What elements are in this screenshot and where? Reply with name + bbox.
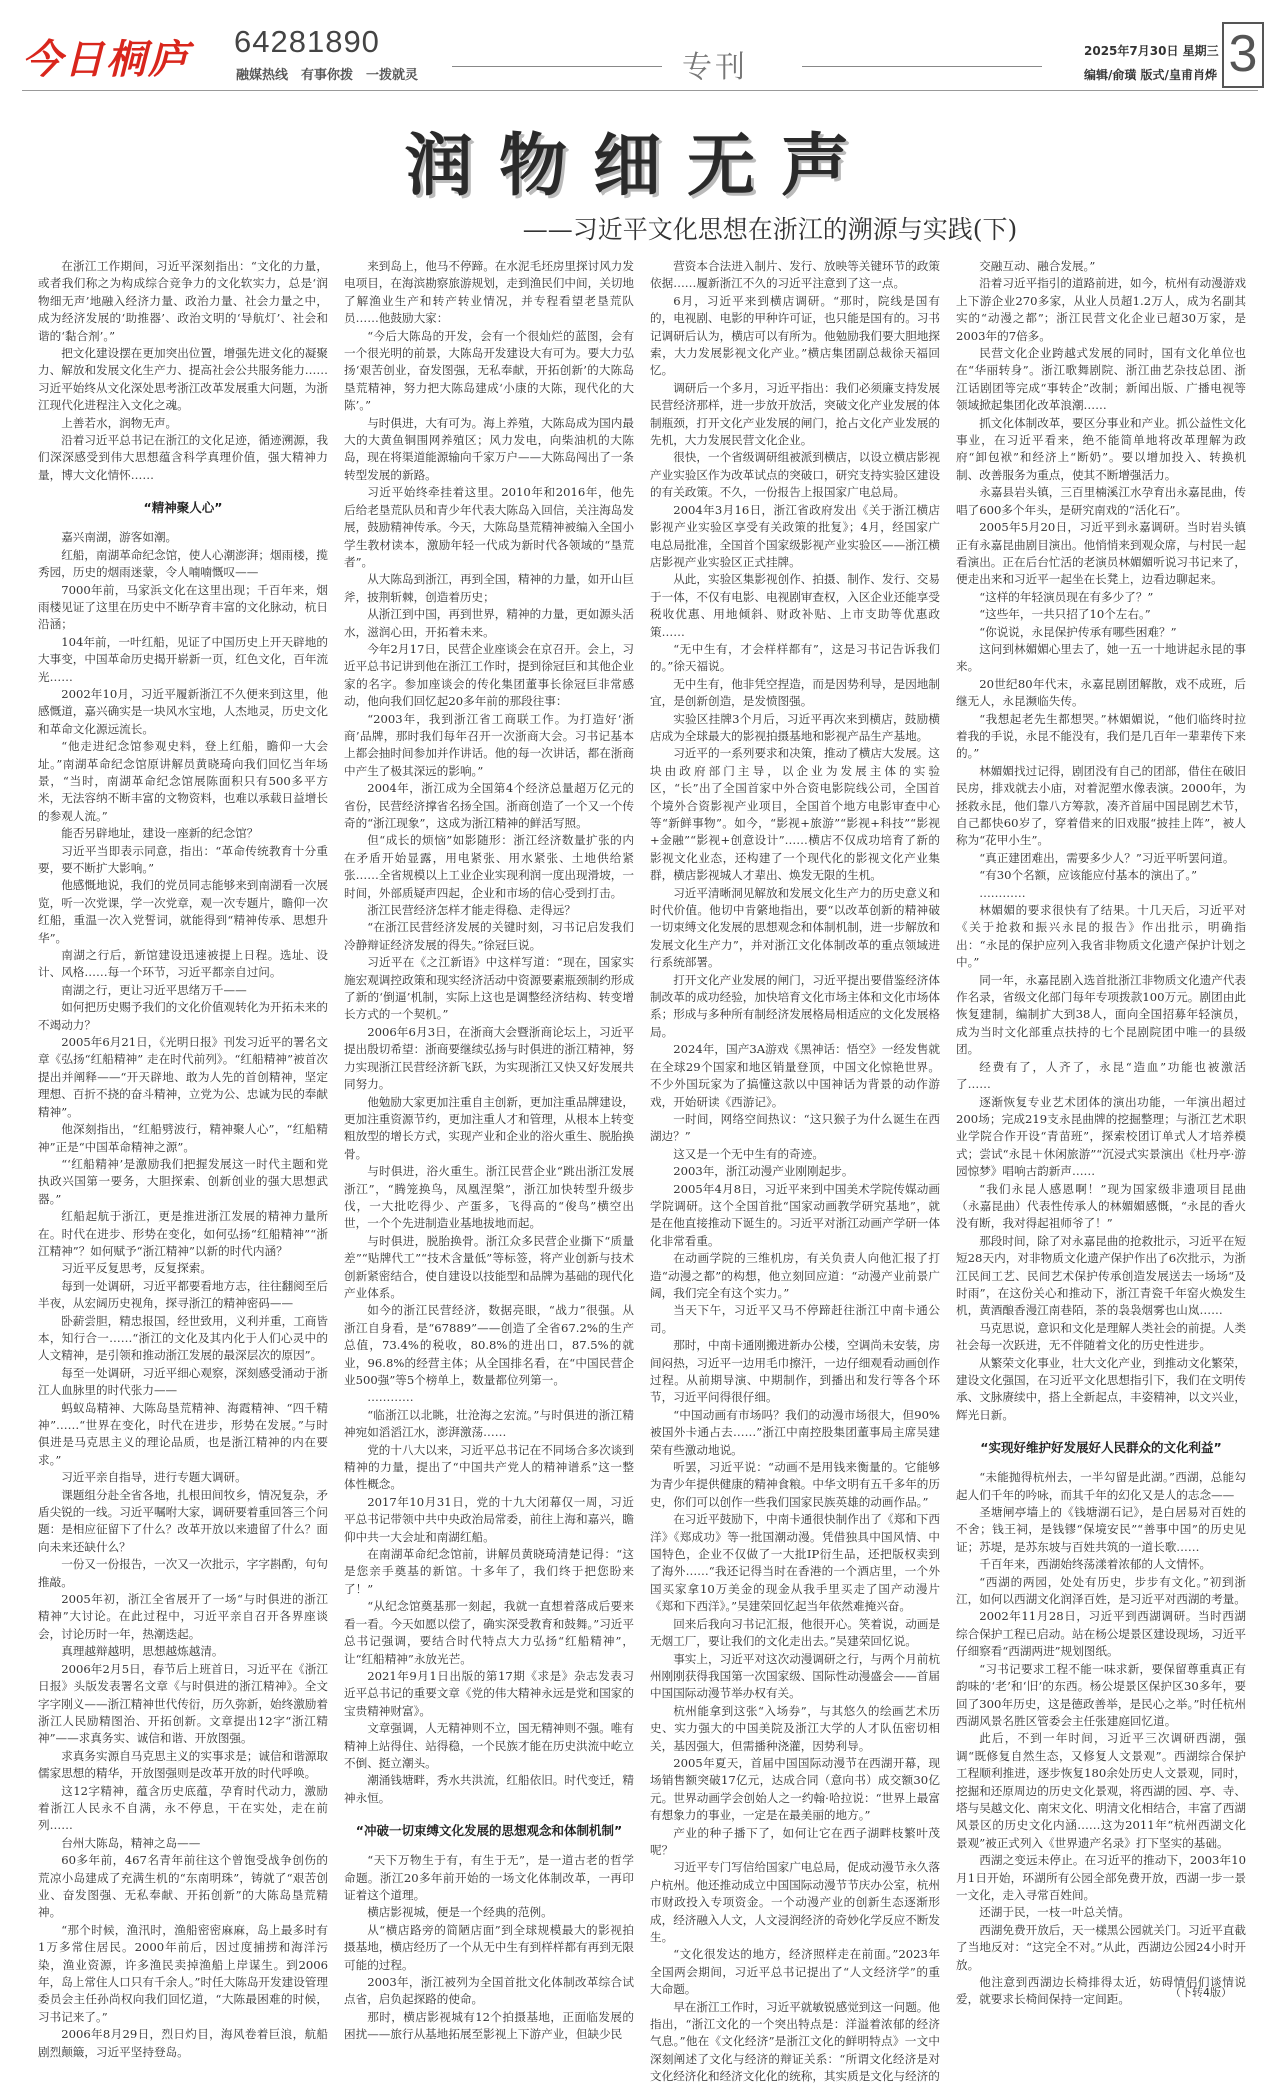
paragraph: 2006年6月3日，在浙商大会暨浙商论坛上，习近平提出殷切希望：浙商要继续弘扬与时俱进的浙江精神，努力实现浙江民营经济新飞跃，为实现浙江又快又好发展共同努力。 [344, 1024, 634, 1092]
paragraph: 千百年来，西湖始终荡漾着浓郁的人文情怀。 [979, 1557, 1212, 1572]
paragraph: 听罢，习近平说：“动画不是用钱来衡量的。它能够为青少年提供健康的精神食粮。中华文明有五千多年的历史，你们可以创作一些我们国家民族英雄的动画作品。” [650, 1460, 940, 1509]
paragraph: 沿着习近平总书记在浙江的文化足迹，循迹溯源，我们深深感受到伟大思想蕴含科学真理价值，强大精神力量，博大文化情怀…… [38, 433, 328, 482]
paragraph: 习近平反复思考，反复探索。 [61, 1261, 212, 1276]
paragraph: 南湖之行，更让习近平思绪万千—— [61, 982, 247, 997]
paragraph: 2005年4月8日，习近平来到中国美术学院传媒动画学院调研。这个全国首批“国家动画教学研究基地”，就是在他直接推动下诞生的。习近平对浙江动画产学研一体化非常看重。 [650, 1181, 940, 1248]
hotline-number: 64281890 [234, 24, 380, 59]
paragraph: 习近平在《之江新语》中这样写道：“现在，国家实施宏观调控政策和现实经济活动中资源要素瓶颈制约形成了新的‘倒逼’机制，实际上这也是调整经济结构、转变增长方式的一个契机。” [344, 955, 634, 1022]
paragraph: 那时，横店影视城有12个拍摄基地，正面临发展的困扰——旅行从基地拓展至影视上下游产业，但缺少民 [344, 2009, 634, 2042]
paragraph: 求真务实源自马克思主义的实事求是；诚信和谐源取儒家思想的精华，开放图强则是改革开放的时代呼唤。 [38, 1748, 328, 1781]
paragraph: “未能抛得杭州去，一半勾留是此湖。”西湖，总能勾起人们千年的吟咏，而其千年的幻化又是人的志念—— [956, 1470, 1246, 1502]
paragraph: 2021年9月1日出版的第17期《求是》杂志发表习近平总书记的重要文章《党的伟大精神永远是党和国家的宝贵精神财富》。 [344, 1668, 634, 1718]
paragraph: “这些年，一共只招了10个左右。” [979, 607, 1151, 622]
paragraph: 他感慨地说，我们的党员同志能够来到南湖看一次展览，听一次党课，学一次党章，观一次专题片，瞻仰一次红船，重温一次入党誓词，就能得到“精神传承、思想升华”。 [38, 878, 328, 945]
paragraph: 一份又一份报告，一次又一次批示，字字斟酌，句句推敲。 [38, 1557, 328, 1589]
article-column [650, 258, 940, 2084]
paragraph: 红船起航于浙江，更是推进浙江发展的精神力量所在。时代在进步、形势在变化，如何弘扬“红船精神”“浙江精神”？如何赋予“浙江精神”以新的时代内涵？ [38, 1209, 328, 1258]
paragraph: “临浙江以北眺，壮沧海之宏流。”与时俱进的浙江精神宛如滔滔江水，澎湃激荡…… [344, 1407, 634, 1440]
paragraph: 2003年，浙江动漫产业刚刚起步。 [673, 1164, 854, 1179]
paragraph: 6月，习近平来到横店调研。“那时，院线是国有的，电视剧、电影的甲种许可证，也只能是国有的。习书记调研后认为，横店可以有所为。他勉励我们要大胆地探索，大力发展影视文化产业。”横店集团副总裁徐天福回忆。 [650, 293, 940, 378]
paragraph: 习近平清晰洞见解放和发展文化生产力的历史意义和时代价值。他切中肯綮地指出，要“以改革创新的精神破一切束缚文化发展的思想观念和体制机制，进一步解放和发展文化生产力”，并对浙江文化体制改革的重点领域进行系统部署。 [650, 885, 940, 970]
paragraph: 圣塘闸亭墙上的《钱塘湖石记》，是白居易对百姓的不舍；钱王祠，是钱镠“保境安民”“善事中国”的历史见证；苏堤，是苏东坡与百姓共筑的一道长歌…… [956, 1505, 1246, 1554]
paragraph: 2002年10月，习近平履新浙江不久便来到这里，他感慨道，嘉兴确实是一块风水宝地，人杰地灵，历史文化和革命文化源远流长。 [38, 686, 328, 736]
paragraph: 2005年夏天，首届中国国际动漫节在西湖开幕，现场销售额突破17亿元，达成合同（意向书）成交额30亿元。世界动画学会创始人之一约翰·哈拉说：“世界上最富有想象力的事业，一定是在最美丽的地方。” [650, 1755, 940, 1823]
paragraph: 西湖免费开放后，天一樣黑公园就关门。习近平直截了当地反对：“这完全不对。”从此，西湖边公园24小时开放。 [956, 1922, 1246, 1972]
paragraph: 交融互动、融合发展。” [979, 259, 1096, 273]
page-number: 3 [1222, 22, 1264, 88]
paragraph: 浙江民营经济怎样才能走得稳、走得远？ [367, 903, 576, 918]
paragraph: 真理越辩越明，思想越炼越清。 [61, 1644, 224, 1659]
paragraph: 打开文化产业发展的闸门，习近平提出要借鉴经济体制改革的成功经验，加快培育文化市场主体和文化市场体系；形成与多种所有制经济发展格局相适应的文化发展格局。 [650, 972, 940, 1039]
top-divider [22, 90, 1258, 91]
paragraph: 蚂蚁岛精神、大陈岛垦荒精神、海霞精神、“四千精神”……“世界在变化，时代在进步，形势在发展。”与时俱进是马克思主义的理论品质，也是浙江精神的内在要求。” [38, 1400, 328, 1467]
paragraph: “2003年，我到浙江省工商联工作。为打造好‘浙商’品牌，那时我们每年召开一次浙商大会。习书记基本上都会抽时间参加并作讲话。他的每一次讲话，都在浙商中产生了极其深远的影响。” [344, 711, 634, 778]
paragraph: 文章强调，人无精神则不立，国无精神则不强。唯有精神上站得住、站得稳，一个民族才能在历史洪流中屹立不倒、挺立潮头。 [344, 1721, 634, 1770]
paragraph: 永嘉县岩头镇，三百里楠溪江水孕育出永嘉昆曲，传唱了600多个年头，是研究南戏的“活化石”。 [956, 485, 1246, 517]
paragraph: 从浙江到中国，再到世界，精神的力量，更如源头活水，滋润心田，开拓着未来。 [344, 607, 634, 639]
paragraph: 104年前，一叶红船，见证了中国历史上开天辟地的大事变，中国革命历史揭开崭新一页，红色文化，百年流光…… [38, 634, 328, 684]
paragraph: 从繁荣文化事业，壮大文化产业，到推动文化繁荣，建设文化强国，在习近平文化思想指引下，我们在文明传承、文脉赓续中，搭上全新起点，丰姿精神，以文兴业，辉光日新。 [956, 1355, 1246, 1422]
paragraph: “有30个名额，应该能应付基本的演出了。” [979, 868, 1198, 883]
paragraph: 营资本合法进入制片、发行、放映等关键环节的政策依据……履新浙江不久的习近平注意到了这一点。 [650, 259, 940, 291]
paragraph: 逐渐恢复专业艺术团体的演出功能，一年演出超过200场；完成219支永昆曲牌的挖掘整理；与浙江艺术职业学院合作开设“青苗班”，探索校团订单式人才培养模式；尝试“永昆＋休闲旅游”“沉浸式实景演出《杜丹亭·游园惊梦》唱响古韵新声…… [956, 1094, 1246, 1179]
paragraph: 在南湖革命纪念馆前，讲解员黄晓琦清楚记得：“这是您亲手奠基的新馆。十多年了，我们终于把您盼来了！” [344, 1547, 634, 1596]
paragraph: 在习近平鼓励下，中南卡通很快制作出了《郑和下西洋》《郑成功》等一批国潮动漫。凭借独具中国风情、中国特色，企业不仅做了一大批IP衍生品，还把版权卖到了海外……“我还记得当时在香港的一个酒店里，一个外国买家拿10万美金的现金从我手里买走了国产动漫片《郑和下西洋》。”吴建荣回忆起当年依然难掩兴奋。 [650, 1512, 940, 1614]
section-heading: “实现好维护好发展好人民群众的文化利益” [980, 1440, 1222, 1456]
paragraph: 南湖之行后，新馆建设迅速被提上日程。选址、设计、风格……每一个环节，习近平都亲自过问。 [38, 948, 328, 980]
paragraph: “真正建团难出，需要多少人？”习近平听罢问道。 [979, 850, 1235, 865]
paragraph: 一时间，网络空间热议：“这只猴子为什么诞生在西湖边？” [650, 1111, 940, 1144]
paragraph: 2002年11月28日，习近平到西湖调研。当时西湖综合保护工程已启动。站在杨公堤景区建设现场，习近平仔细察看“西湖两进”规划图纸。 [956, 1609, 1246, 1659]
paragraph: 还湖于民，一枝一叶总关情。 [979, 1905, 1130, 1920]
paragraph: 他勉励大家更加注重自主创新，更加注重品牌建设，更加注重资源节约，更加注重人才和管理，从根本上转变粗放型的增长方式，实现产业和企业的浴火重生、脱胎换骨。 [344, 1094, 634, 1161]
paragraph: 2005年初，浙江全省展开了一场“与时俱进的浙江精神”大讨论。在此过程中，习近平亲自召开各界座谈会，讨论历时一年，热潮迭起。 [38, 1592, 328, 1641]
paragraph: 沿着习近平指引的道路前进，如今，杭州有动漫游戏上下游企业270多家，从业人员超1.2万人，成为名副其实的“动漫之都”；浙江民营文化企业已超30万家，是2003年的7倍多。 [956, 276, 1246, 343]
section-name: 专刊 [682, 50, 748, 85]
paragraph: 当天下午，习近平又马不停蹄赶往浙江中南卡通公司。 [650, 1303, 940, 1335]
paragraph: 这问到林媚媚心里去了，她一五一十地讲起永昆的事来。 [956, 641, 1246, 674]
paragraph: 如何把历史赐予我们的文化价值观转化为开拓未来的不竭动力？ [38, 1000, 328, 1032]
paragraph: “他走进纪念馆参观史料，登上红船，瞻仰一大会址。”南湖革命纪念馆原讲解员黄晓琦向我们回忆当年场景，“当时，南湖革命纪念馆展陈面积只有500多平方米，无法容纳不断丰富的文物资料，也难以承载日益增长的参观人流。” [38, 739, 328, 823]
paragraph: 同一年，永嘉昆剧入选首批浙江非物质文化遗产代表作名录，省级文化部门每年专项拨款100万元。剧团由此恢复建制，编制扩大到38人，面向全国招募年轻演员，成为当时文化部重点扶持的七个昆剧院团中唯一的县级团。 [956, 972, 1246, 1057]
paragraph: 习近平始终牵挂着这里。2010年和2016年，他先后给老垦荒队员和青少年代表大陈岛入回信，关注海岛发展，鼓励精神传承。今天，大陈岛垦荒精神被编入全国小学生教材读本，激励年轻一代成为新时代各领域的“垦荒者”。 [344, 485, 634, 569]
paragraph: 在浙江工作期间，习近平深刻指出：“文化的力量，或者我们称之为构成综合竞争力的文化软实力，总是‘润物细无声’地融入经济力量、政治力量、社会力量之中，成为经济发展的‘助推器’、政治文明的‘导航灯’、社会和谐的‘黏合剂’。” [38, 259, 328, 343]
paragraph: 这12字精神，蕴含历史底蕴，孕育时代动力，激励着浙江人民永不自满，永不停息，干在实处，走在前列…… [38, 1783, 328, 1833]
paragraph: 2004年3月16日，浙江省政府发出《关于浙江横店影视产业实验区享受有关政策的批复》；4月，经国家广电总局批准，全国首个国家级影视产业实验区——浙江横店影视产业实验区正式挂牌。 [650, 502, 940, 569]
paragraph: “在浙江民营经济发展的关键时刻，习书记启发我们冷静辩证经济发展的得失。”徐冠巨说。 [344, 920, 634, 952]
paragraph: 林媚媚的要求很快有了结果。十几天后，习近平对《关于抢救和振兴永昆的报告》作出批示，明确指出：“永昆的保护应列入我省非物质文化遗产保护计划之中。” [956, 903, 1246, 970]
paragraph: 西湖之变远未停止。在习近平的推动下，2003年10月1日开始，环湖所有公园全部免费开放，西湖一步一景一文化，走入寻常百姓间。 [956, 1853, 1246, 1902]
paragraph: 上善若水，润物无声。 [61, 415, 178, 430]
paragraph: 如今的浙江民营经济，数据亮眼，“战力”很强。从浙江自身看，是“67889”——创造了全省67.2%的生产总值，73.4%的税收，80.8%的进出口，87.5%的就业，96.8%的经营主体；从全国排名看，在“中国民营企业500强”等5个榜单上，数量都位列第一。 [344, 1303, 634, 1387]
paragraph: “文化很发达的地方，经济照样走在前面。”2023年全国两会期间，习近平总书记提出了“人文经济学”的重大命题。 [650, 1947, 940, 1997]
paragraph: 2003年，浙江被列为全国首批文化体制改革综合试点省，启负起探路的使命。 [344, 1975, 634, 2007]
paragraph: “你说说，永昆保护传承有哪些困难？” [979, 624, 1177, 639]
article-subtitle: ——习近平文化思想在浙江的溯源与实践(下) [522, 215, 1018, 244]
paragraph: 从此，实验区集影视创作、拍摄、制作、发行、交易于一体，不仅有电影、电视剧审查权，入区企业还能享受税收优惠、用地倾斜、财政补贴、上市支助等优惠政策…… [650, 572, 940, 639]
paragraph: 与时俱进，大有可为。海上养殖，大陈岛成为国内最大的大黄鱼铜围网养殖区；风力发电，向柴油机的大陈岛，现在将渠道能源输向千家万户——大陈岛闯出了一条转型发展的新路。 [344, 415, 634, 482]
paragraph: 潮涌钱塘畔，秀水共洪流，红船依旧。时代变迁，精神永恒。 [344, 1773, 634, 1805]
paragraph: “习书记要求工程不能一味求新，要保留尊重真正有韵味的‘老’和‘旧’的东西。杨公堤景区保护区30多年，要回了300年历史，这是德政善举，是民心之举。”时任杭州西湖风景名胜区管委会主任张建庭回忆道。 [956, 1661, 1246, 1728]
editor-credits: 编辑/俞璜 版式/皇甫肖烨 [1084, 68, 1217, 82]
paragraph: 调研后一个多月，习近平指出：我们必须廉支持发展民营经济那样，进一步放开放活，突破文化产业发展的体制瓶颈，打开文化产业发展的闸门，抢占文化产业发展的先机，大力发展民营文化企业。 [650, 380, 940, 448]
paragraph: 很快，一个省级调研组被派到横店，以设立横店影视产业实验区作为改革试点的突破口，研究支持实验区建设的有关政策。不久，一份报告上报国家广电总局。 [650, 450, 940, 500]
masthead [22, 22, 1258, 88]
paragraph: 来到岛上，他马不停蹄。在水泥毛坯房里探讨风力发电项目，在海滨勘察旅游规划，走到渔民们中间，关切地了解渔业生产和转产转业情况，并专程看望老垦荒队员……他鼓励大家： [344, 259, 634, 326]
paragraph: 他深刻指出，“红船劈波行，精神聚人心”，“红船精神”正是“中国革命精神之源”。 [38, 1122, 328, 1154]
paragraph: 抓文化体制改革，要区分事业和产业。抓公益性文化事业，在习近平看来，绝不能简单地将改革理解为政府“卸包袱”和经济上“断奶”。要以增加投入、转换机制、改善服务为重点，使其不断增强活力。 [956, 415, 1246, 482]
paragraph: 回来后我向习书记汇报，他很开心。笑着说，动画是无烟工厂，要让我们的文化走出去。”吴建荣回忆说。 [650, 1616, 940, 1649]
paragraph: 杭州能拿到这张“入场券”，与其悠久的绘画艺术历史、实力强大的中国美院及浙江大学的人才队伍密切相关，基因强大，但需播种浇灌，因势利导。 [650, 1703, 940, 1753]
paragraph: 与时俱进，脱胎换骨。浙江众多民营企业撕下“质量差”“贴牌代工”“技术含量低”等标签，将产业创新与技术创新紧密结合，使自建设以技能型和品牌为基础的现代化产业体系。 [344, 1233, 634, 1300]
paragraph: “我们永昆人感恩啊！”现为国家级非遗项目昆曲（永嘉昆曲）代表性传承人的林媚媚感慨，“永昆的香火没有断，我对得起祖师爷了！” [956, 1181, 1246, 1231]
paragraph: 2005年5月20日，习近平到永嘉调研。当时岩头镇正有永嘉昆曲剧目演出。他悄悄来到观众席，与村民一起看演出。正在后台忙活的老演员林媚媚听说习书记来了，便走出来和习近平一起坐在长凳上，边看边聊起来。 [956, 520, 1246, 587]
header-rule-left [452, 66, 662, 67]
paragraph: 2024年，国产3A游戏《黑神话：悟空》一经发售就在全球29个国家和地区销量登顶，中国文化惊艳世界。不少外国玩家为了搞懂这款以中国神话为背景的动作游戏，开始研读《西游记》。 [650, 1042, 940, 1109]
paragraph: 7000年前，马家浜文化在这里出现；千百年来，烟雨楼见证了这里在历史中不断孕育丰富的文化脉动，杭日沿涵； [38, 582, 328, 632]
paragraph: 习近平专门写信给国家广电总局，促成动漫节永久落户杭州。他还推动成立中国国际动漫节节庆办公室，杭州市财政投入专项资金。一个动漫产业的创新生态逐渐形成，经济融入人文，人文浸润经济的奇妙化学反应不断发生。 [650, 1860, 940, 1944]
paragraph: ………… [979, 885, 1026, 900]
paragraph: 林媚媚找过记得，剧团没有自己的团部，借住在破旧民房，排戏就去小庙，对着泥塑水像表演。2000年，为拯救永昆，他们靠八方筹款，凑齐首届中国昆剧艺术节，自己都快60岁了，穿着借来的旧戏服“披挂上阵”，被人称为“花甲小生”。 [956, 763, 1246, 848]
paragraph: “中国动画有市场吗？我们的动漫市场很大，但90%被国外卡通占去……”浙江中南控股集团董事局主席吴建荣有些激动地说。 [650, 1407, 940, 1457]
paragraph: 从“横店路旁的简陋店面”到全球规模最大的影视拍摄基地，横店经历了一个从无中生有到样样都有再到无限可能的过程。 [344, 1922, 634, 1972]
paragraph: “无中生有，才会样样都有”，这是习书记告诉我们的。”徐天福说。 [650, 641, 940, 674]
paragraph: 2006年2月5日，春节后上班首日，习近平在《浙江日报》头版发表署名文章《与时俱进的浙江精神》。全文字字刚义——浙江精神世代传衍，历久弥新，始终激励着浙江人民励精图治、开拓创新。文章提出12字“浙江精神”——求真务实、诚信和谐、开放图强。 [38, 1661, 328, 1746]
paragraph: 早在浙江工作时，习近平就敏锐感觉到这一问题。他指出，“浙江文化的一个突出特点是：洋溢着浓郁的经济气息。”他在《文化经济”是浙江文化的鲜明特点》一文中深刻阐述了文化与经济的辩证关系：“所谓文化经济是对文化经济化和经济文化化的统称，其实质是文化与经济的 [650, 1999, 940, 2084]
paragraph: 嘉兴南湖，游客如潮。 [61, 530, 178, 545]
paragraph: 在动画学院的三维机房，有关负责人向他汇报了打造“动漫之都”的构想，他立刻回应道：“动漫产业前景广阔，我们完全有这个实力。” [650, 1251, 940, 1300]
paragraph: “天下万物生于有，有生于无”，是一道古老的哲学命题。浙江20多年前开始的一场文化体制改革，一再印证着这个道理。 [344, 1853, 634, 1902]
paragraph: “从纪念馆奠基那一刻起，我就一直想着落成后要来看一看。今天如愿以偿了，确实深受教育和鼓舞。”习近平总书记强调，要结合时代特点大力弘扬“红船精神”，让“红船精神”永放光芒。 [344, 1599, 634, 1666]
paragraph: 这又是一个无中生有的奇迹。 [673, 1146, 824, 1161]
paragraph: “我想起老先生都想哭。”林媚媚说，“他们临终时拉着我的手说，永昆不能没有，我们是几百年一辈辈传下来的。” [956, 711, 1246, 761]
paragraph: 今年2月17日，民营企业座谈会在京召开。会上，习近平总书记讲到他在浙江工作时，提到徐冠巨和其他企业家的名字。参加座谈会的传化集团董事长徐冠巨非常感动，他向我们回忆起20多年前的那段往事： [344, 641, 634, 709]
paragraph: 60多年前，467名青年前往这个曾饱受战争创伤的荒凉小岛建成了充满生机的“东南明珠”，铸就了“艰苦创业、奋发图强、无私奉献、开拓创新”的大陈岛垦荒精神。 [38, 1853, 328, 1920]
paragraph: 2006年8月29日，烈日灼目，海风卷着巨浪，航船剧烈颠簸，习近平坚持登岛。 [38, 2027, 328, 2059]
paragraph: 经费有了，人齐了，永昆“造血”功能也被激活了…… [956, 1059, 1246, 1092]
paragraph: 横店影视城，便是一个经典的范例。 [367, 1905, 553, 1920]
paragraph: 那段时间，除了对永嘉昆曲的抢救批示，习近平在短短28天内，对非物质文化遗产保护作出了6次批示，为浙江民间工艺、民间艺术保护传承创造发展送去一场场“及时雨”，在这份关心和推动下，浙江青瓷千年窑火焕发生机，黄酒酿香漫江南巷陌，茶的袅袅烟雾也山岚…… [956, 1233, 1246, 1318]
paragraph: 此后，不到一年时间，习近平三次调研西湖，强调“既修复自然生态，又修复人文景观”。西湖综合保护工程顺利推进，逐步恢复180余处历史人文景观，同时，挖掘和还原周边的历史文化景观，将西湖的园、亭、寺、塔与吴越文化、南宋文化、明清文化相结合，丰富了西湖风景区的历史文化内涵……这为2011年“杭州西湖文化景观”被正式列入《世界遗产名录》打下坚实的基础。 [956, 1731, 1246, 1850]
paragraph: 那时，中南卡通刚搬进新办公楼，空调尚未安装，房间闷热，习近平一边用毛巾擦汗，一边仔细观看动画创作过程。从前期导演、中期制作，到播出和发行等各个环节，习近平问得很仔细。 [650, 1338, 940, 1405]
paragraph: 从大陈岛到浙江，再到全国，精神的力量，如开山巨斧，披荆斩棘，创造着历史； [344, 572, 634, 604]
paragraph: 民营文化企业跨越式发展的同时，国有文化单位也在“华丽转身”。浙江歌舞剧院、浙江曲艺杂技总团、浙江话剧团等完成“事转企”改制；新闻出版、广播电视等领域掀起集团化改革浪潮…… [956, 346, 1246, 413]
paragraph: 实验区挂牌3个月后，习近平再次来到横店，鼓励横店成为全球最大的影视拍摄基地和影视产品生产基地。 [650, 711, 940, 743]
paragraph: “今后大陈岛的开发，会有一个很灿烂的蓝图，会有一个很光明的前景，大陈岛开发建设大有可为。要大力弘扬‘艰苦创业，奋发图强，无私奉献，开拓创新’的大陈岛垦荒精神，努力把大陈岛建成‘小康的大陈，现代化的大陈’。” [344, 328, 634, 413]
paragraph: ………… [367, 1390, 414, 1405]
paragraph: 事实上，习近平对这次动漫调研之行，与两个月前杭州刚刚获得我国第一次国家级、国际性动漫盛会——首届中国国际动漫节举办权有关。 [650, 1651, 940, 1701]
paragraph: 卧薪尝胆，精忠报国，经世致用，义利并重，工商皆本，知行合一……“浙江的文化及其内化于人们心灵中的人文精神，是引领和推动浙江发展的最深层次的原因”。 [38, 1313, 328, 1363]
paragraph: 习近平亲自指导，进行专题大调研。 [61, 1470, 247, 1485]
paragraph: 台州大陈岛，精神之岛—— [61, 1835, 201, 1850]
paragraph: 习近平的一系列要求和决策，推动了横店大发展。这块由政府部门主导，以企业为发展主体的实验区，“长”出了全国首家中外合资电影院线公司，全国首个境外合资影视产业项目，全国首个地方电影审查中心等“新鲜事物”。如今，“影视+旅游”“影视+科技”“影视+金融”“影视+创意设计”……横店不仅成功培育了新的影视文化业态，还构建了一个现代化的影视文化产业集群，横店影视城人才辈出、焕发无限的生机。 [650, 746, 940, 883]
paragraph: 每至一处调研，习近平细心观察，深刻感受涌动于浙江人血脉里的时代张力—— [38, 1365, 328, 1398]
paragraph: “那个时候，渔汛时，渔船密密麻麻，岛上最多时有1万多常住居民。2000年前后，因过度捕捞和海洋污染，渔业资源，许多渔民卖掉渔船上岸谋生。到2006年，岛上常住人口只有千余人。”时任大陈岛开发建设管理委员会主任孙尚权向我们回忆道，“大陈最困难的时候，习书记来了。” [38, 1922, 328, 2024]
article-column [344, 258, 634, 2042]
paragraph: 2004年，浙江成为全国第4个经济总量超万亿元的省份，民营经济撑省名扬全国。浙商创造了一个又一个传奇的“浙江现象”，这成为浙江精神的鲜活写照。 [344, 781, 634, 830]
header-rule-right [802, 66, 1042, 67]
paragraph: 能否另辟地址，建设一座新的纪念馆？ [61, 826, 259, 841]
paragraph: 与时俱进，浴火重生。浙江民营企业“跳出浙江发展浙江”，“腾笼换鸟，凤凰涅槃”，浙江加快转型升级步伐，一大批吃得少、产蛋多，飞得高的“俊鸟”横空出世，一个个先进制造业基地拔地而起。 [344, 1164, 634, 1231]
paragraph: 马克思说，意识和文化是理解人类社会的前提。人类社会每一次跃进，无不伴随着文化的历史性进步。 [956, 1320, 1246, 1353]
paragraph: “西湖的两园，处处有历史，步步有文化。”初到浙江，如何以西湖文化润泽百姓，是习近平对西湖的考量。 [956, 1574, 1246, 1607]
section-heading: “冲破一切束缚文化发展的思想观念和体制机制” [355, 1823, 623, 1839]
paragraph: 产业的种子播下了，如何让它在西子湖畔枝繁叶茂呢？ [650, 1825, 940, 1857]
paragraph: “这样的年轻演员现在有多少了？” [979, 589, 1154, 604]
paragraph: 把文化建设摆在更加突出位置，增强先进文化的凝聚力、解放和发展文化生产力、提高社会公共服务能力……习近平始终从文化深处思考浙江改革发展重大问题，为浙江现代化进程注入文化之魂。 [38, 346, 328, 413]
paragraph: 他注意到西湖边长椅排得太近，妨碍情侣们谈情说爱，就要求长椅间保持一定间距。 [956, 1975, 1246, 2007]
continued-note: （下转4版） [1170, 1986, 1232, 1999]
paragraph: 红船，南湖革命纪念馆，使人心潮澎湃；烟雨楼，揽秀园，历史的烟雨迷蒙，令人喃喃慨叹—— [38, 547, 328, 580]
article-title: 润物细无声 [404, 127, 875, 206]
hotline-slogan: 融媒热线 有事你拨 一拨就灵 [236, 68, 419, 83]
paragraph: 党的十八大以来，习近平总书记在不同场合多次谈到精神的力量，提出了“中国共产党人的精神谱系”这一整体性概念。 [344, 1442, 634, 1492]
paragraph: 课题组分赴全省各地，扎根田间牧乡，情况复杂，矛盾尖锐的一线。习近平嘱咐大家，调研要着重回答三个问题：是相应征留下了什么？改革开放以来遗留了什么？面向未来还缺什么？ [38, 1487, 328, 1554]
paragraph: 每到一处调研，习近平都要看地方志，往往翻阅至后半夜，从宏阔历史视角，探寻浙江的精神密码—— [38, 1278, 328, 1311]
issue-date: 2025年7月30日 星期三 [1084, 44, 1219, 58]
paragraph: 20世纪80年代末，永嘉昆剧团解散，戏不成班，后继无人，永昆濒临失传。 [956, 676, 1246, 709]
paragraph: 2017年10月31日，党的十九大闭幕仅一周，习近平总书记带领中共中央政治局常委，前往上海和嘉兴，瞻仰中共一大会址和南湖红船。 [344, 1494, 634, 1544]
paragraph: 无中生有，他非凭空捏造，而是因势利导，是因地制宜，是创新创造，是发愤图强。 [650, 676, 940, 709]
paragraph: “‘红船精神’是激励我们把握发展这一时代主题和党执政兴国第一要务，大胆探索、创新创业的强大思想武器。” [38, 1156, 328, 1206]
paragraph: 2005年6月21日，《光明日报》刊发习近平的署名文章《弘扬“红船精神” 走在时代前列》。“红船精神”被首次提出并阐释——“开天辟地、敢为人先的首创精神，坚定理想、百折不挠的奋斗精神，立党为公、忠诚为民的奉献精神”。 [38, 1035, 328, 1119]
article-column [38, 258, 328, 2059]
paragraph: 习近平当即表示同意，指出：“革命传统教育十分重要，要不断扩大影响。” [38, 843, 328, 875]
section-heading: “精神聚人心” [143, 500, 223, 516]
paragraph: 但“成长的烦恼”如影随形：浙江经济数量扩张的内在矛盾开始显露，用电紧张、用水紧张、土地供给紧张……全省规模以上工业企业实现利润一度出现滑坡，一时间，外部质疑声四起，企业和市场的信心受到打击。 [344, 833, 634, 900]
newspaper-logo: 今日桐庐 [22, 36, 190, 83]
